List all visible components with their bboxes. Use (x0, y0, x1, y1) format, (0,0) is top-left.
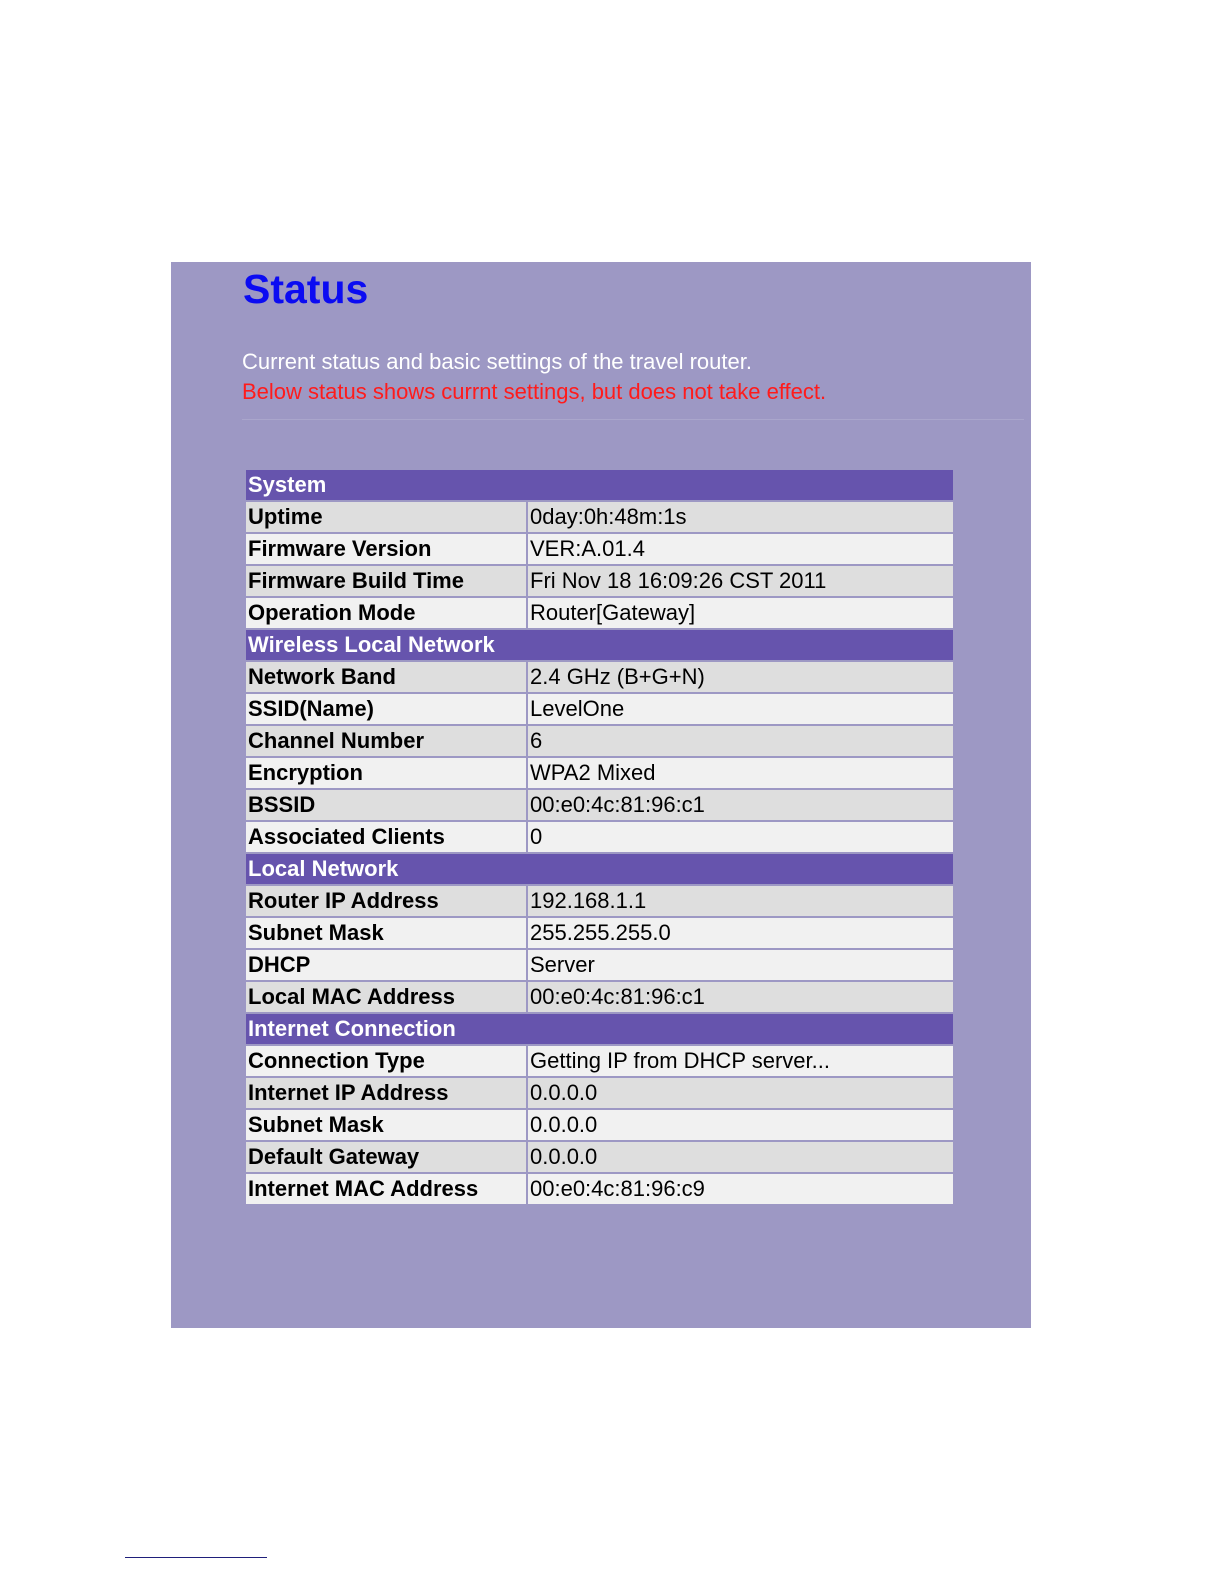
row-value: 0.0.0.0 (528, 1110, 953, 1140)
row-value: 00:e0:4c:81:96:c1 (528, 982, 953, 1012)
table-row-default-gateway (246, 1142, 953, 1172)
page-description: Current status and basic settings of the travel router. (242, 349, 752, 374)
row-value: Server (528, 950, 953, 980)
status-table (244, 468, 955, 1206)
row-value: 0.0.0.0 (528, 1142, 953, 1172)
table-row-connection-type (246, 1046, 953, 1076)
row-label: Encryption (246, 758, 526, 788)
row-value: LevelOne (528, 694, 953, 724)
page-title: Status (243, 266, 369, 312)
table-row-local-mac (246, 982, 953, 1012)
divider (242, 419, 1024, 420)
row-label: Network Band (246, 662, 526, 692)
row-label: Local MAC Address (246, 982, 526, 1012)
table-row-uptime (246, 502, 953, 532)
row-value: Router[Gateway] (528, 598, 953, 628)
table-row-network-band (246, 662, 953, 692)
row-label: Internet MAC Address (246, 1174, 526, 1204)
status-panel (171, 262, 1031, 1328)
row-value: 6 (528, 726, 953, 756)
row-label: Subnet Mask (246, 918, 526, 948)
table-row-encryption (246, 758, 953, 788)
row-label: Operation Mode (246, 598, 526, 628)
section-header-wireless (246, 630, 953, 660)
section-title: Local Network (246, 854, 953, 884)
row-value: 0 (528, 822, 953, 852)
row-value: 0day:0h:48m:1s (528, 502, 953, 532)
table-row-subnet-mask (246, 918, 953, 948)
table-row-channel-number (246, 726, 953, 756)
settings-warning: Below status shows currnt settings, but does not take effect. (242, 379, 827, 404)
row-value: 00:e0:4c:81:96:c1 (528, 790, 953, 820)
row-label: Subnet Mask (246, 1110, 526, 1140)
table-row-associated-clients (246, 822, 953, 852)
table-row-internet-subnet-mask (246, 1110, 953, 1140)
row-label: Default Gateway (246, 1142, 526, 1172)
row-label: Internet IP Address (246, 1078, 526, 1108)
row-label: Channel Number (246, 726, 526, 756)
table-row-ssid (246, 694, 953, 724)
row-label: BSSID (246, 790, 526, 820)
row-label: Connection Type (246, 1046, 526, 1076)
footnote-rule (125, 1557, 267, 1558)
table-row-firmware-build-time (246, 566, 953, 596)
row-value: 00:e0:4c:81:96:c9 (528, 1174, 953, 1204)
table-row-router-ip (246, 886, 953, 916)
row-value: 192.168.1.1 (528, 886, 953, 916)
row-label: Uptime (246, 502, 526, 532)
table-row-dhcp (246, 950, 953, 980)
table-row-internet-ip (246, 1078, 953, 1108)
table-row-internet-mac (246, 1174, 953, 1204)
row-label: Associated Clients (246, 822, 526, 852)
row-value: WPA2 Mixed (528, 758, 953, 788)
table-row-operation-mode (246, 598, 953, 628)
row-value: 0.0.0.0 (528, 1078, 953, 1108)
row-label: DHCP (246, 950, 526, 980)
table-row-firmware-version (246, 534, 953, 564)
row-value: VER:A.01.4 (528, 534, 953, 564)
row-value: Getting IP from DHCP server... (528, 1046, 953, 1076)
row-label: Router IP Address (246, 886, 526, 916)
row-value: Fri Nov 18 16:09:26 CST 2011 (528, 566, 953, 596)
row-label: Firmware Build Time (246, 566, 526, 596)
section-title: Wireless Local Network (246, 630, 953, 660)
section-header-system (246, 470, 953, 500)
table-row-bssid (246, 790, 953, 820)
row-value: 2.4 GHz (B+G+N) (528, 662, 953, 692)
section-header-internet (246, 1014, 953, 1044)
row-label: Firmware Version (246, 534, 526, 564)
section-header-local-network (246, 854, 953, 884)
section-title: System (246, 470, 953, 500)
section-title: Internet Connection (246, 1014, 953, 1044)
row-value: 255.255.255.0 (528, 918, 953, 948)
row-label: SSID(Name) (246, 694, 526, 724)
